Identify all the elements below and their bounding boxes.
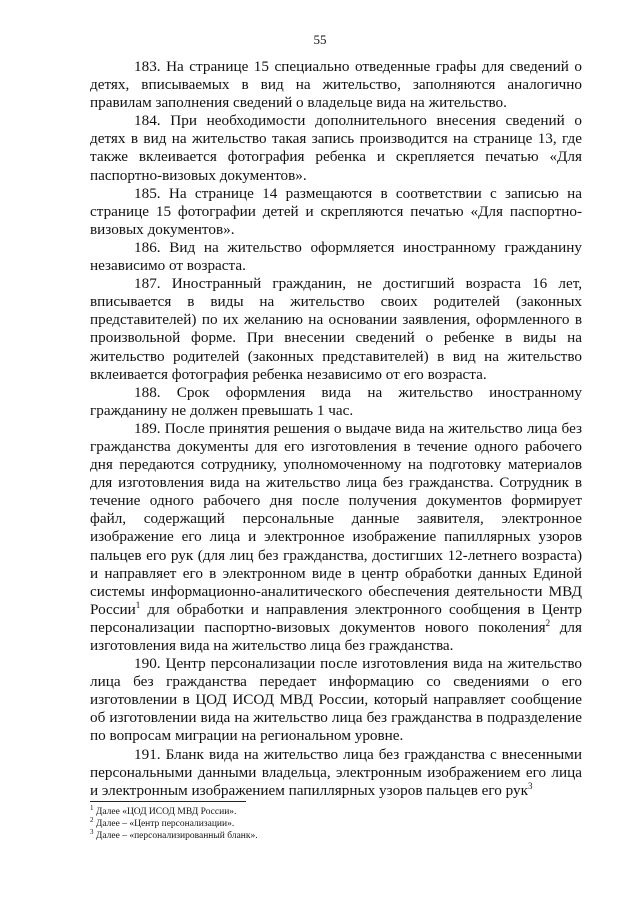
footnote-ref-1: 1 [135,599,141,610]
page-number: 55 [313,32,327,47]
body-text [90,58,582,800]
footnote-ref-2: 2 [545,617,551,628]
paragraph-187: 187. Иностранный гражданин, не достигший возраста 16 лет, вписывается в виды на жительство своих родителей (законных представителей) по их желанию на основании заявления, оформленного в произвольной форме. При внесении сведений о ребенке в виды на жительство родителей (законных представителей) в вид на жительство вклеивается фотография ребенка независимо от его возраста. [90,275,582,383]
paragraph-189-text-c: для изготовления вида на жительство лица без гражданства. [90,618,582,654]
footnote-divider [90,801,246,802]
footnote-text: Далее «ЦОД ИСОД МВД России». [93,807,237,817]
paragraph-189-text-a: 189. После принятия решения о выдаче вида на жительство лица без гражданства документы для его изготовления в течение одного рабочего дня передаются сотруднику, уполномоченному на подготовку материалов для изготовления вида на жительство лица без гражданства. Сотрудник в течение одного рабочего дня после получения документов формирует файл, содержащий персональные данные заявителя, электронное изображение его лица и электронное изображение папиллярных узоров пальцев его рук (для лиц без гражданства, достигших 12-летнего возраста) и направляет его в электронном виде в центр обработки данных Единой системы информационно-аналитического обеспечения деятельности МВД России [90,419,582,618]
footnote-mark: 2 [90,815,94,824]
paragraph-184: 184. При необходимости дополнительного внесения сведений о детях в вид на жительство такая запись производится на странице 13, где также вклеивается фотография ребенка и скрепляется печатью «Для паспортно-визовых документов». [90,112,582,184]
footnote-ref-3: 3 [528,780,533,791]
paragraph-189 [90,420,582,655]
footnote-1 [90,803,390,818]
paragraph-190: 190. Центр персонализации после изготовления вида на жительство лица без гражданства передает информацию со сведениями о его изготовлении в ЦОД ИСОД МВД России, который направляет сообщение об изготовлении вида на жительство лица без гражданства в подразделение по вопросам миграции на региональном уровне. [90,655,582,745]
footnote-text: Далее – «персонализированный бланк». [93,831,258,841]
paragraph-189-text-b: для обработки и направления электронного сообщения в Центр персонализации паспортно-визовых документов нового поколения [90,600,582,636]
footnotes [90,803,390,842]
footnote-3 [90,827,390,842]
paragraph-191-text: 191. Бланк вида на жительство лица без гражданства с внесенными персональными данными владельца, электронным изображением его лица и электронным изображением папиллярных узоров пальцев его рук [90,745,582,799]
paragraph-186: 186. Вид на жительство оформляется иностранному гражданину независимо от возраста. [90,238,582,275]
footnote-text: Далее – «Центр персонализации». [93,819,235,829]
paragraph-188: 188. Срок оформления вида на жительство иностранному гражданину не должен превышать 1 час. [90,383,582,419]
paragraph-183: 183. На странице 15 специально отведенные графы для сведений о детях, вписываемых в вид на жительство, заполняются аналогично правилам заполнения сведений о владельце вида на жительство. [90,58,582,112]
footnote-mark: 3 [90,827,94,836]
paragraph-185: 185. На странице 14 размещаются в соответствии с записью на странице 15 фотографии детей и скрепляются печатью «Для паспортно-визовых документов». [90,184,582,238]
footnote-2 [90,815,390,830]
paragraph-191 [90,746,582,800]
footnote-mark: 1 [90,803,94,812]
